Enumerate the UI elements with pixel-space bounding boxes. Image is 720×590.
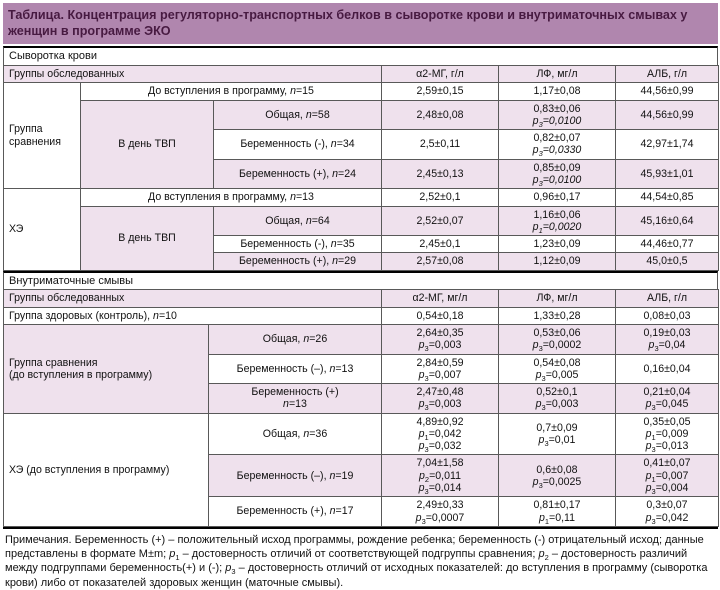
table-cell: 1,12±0,09 [499,253,616,270]
table-cell: 0,85±0,09 $p_3=0,0100$ [499,159,616,189]
table-cell: ХЭ [4,189,81,270]
column-header: ЛФ, мг/л [499,65,616,82]
table-cell: 44,56±0,99 [616,83,719,100]
column-header: α2-МГ, мг/л [382,290,499,307]
table-cell: 44,54±0,85 [616,189,719,206]
table-cell: Беременность (+), n=17 [209,497,382,527]
table-cell: Беременность (–), n=19 [209,455,382,497]
table-cell: 0,3±0,07 $p_3=0,042$ [616,497,719,527]
table-row [4,307,719,324]
table-cell: 4,89±0,92 $p_1=0,042$ $p_3=0,032$ [382,413,499,455]
table-cell: Группа сравнения [4,83,81,189]
column-header: Группы обследованных [4,290,382,307]
table-cell: 42,97±1,74 [616,130,719,160]
table-body [3,46,718,529]
table-row [4,83,719,100]
table-cell: 44,56±0,99 [616,100,719,130]
table-cell: 0,83±0,06 $p_3=0,0100$ [499,100,616,130]
table-cell: 1,17±0,08 [499,83,616,100]
data-table [3,289,719,527]
column-header: Группы обследованных [4,65,382,82]
header-row [4,290,719,307]
table-row [4,206,719,236]
table-cell: 0,21±0,04 $p_3=0,045$ [616,384,719,414]
table-cell: 0,53±0,06 $p_3=0,0002$ [499,324,616,354]
table-cell: 2,64±0,35 $p_3=0,003$ [382,324,499,354]
table-cell: 0,54±0,08 $p_3=0,005$ [499,354,616,384]
table-cell: 45,0±0,5 [616,253,719,270]
table-cell: До вступления в программу, n=15 [81,83,382,100]
section-label: Внутриматочные смывы [3,271,718,290]
table-cell: 0,82±0,07 $p_3=0,0330$ [499,130,616,160]
table-cell: Беременность (+), n=29 [214,253,382,270]
table-cell: 1,33±0,28 [499,307,616,324]
table-cell: 44,46±0,77 [616,236,719,253]
footnotes: Примечания. Беременность (+) – положительный исход программы, рождение ребенка; беременность (-) отрицательный исход; данные представлены в формате M±m; $p_1$ – достоверность отличий от соответствующей подгруппы сравнения; $p_2$ – достоверность различий между подгруппами беременность(+) и (-); $p_3$ – достоверность отличий от исходных показателей: до вступления в программу (сыворотка крови) либо от показателей здоровых женщин (маточные смывы). [5,533,708,589]
table-cell: 2,84±0,59 $p_3=0,007$ [382,354,499,384]
table-cell: Беременность (-), n=34 [214,130,382,160]
table-row [4,324,719,354]
table-cell: 0,52±0,1 $p_3=0,003$ [499,384,616,414]
table-row [4,413,719,455]
table-cell: Общая, n=26 [209,324,382,354]
table-cell: До вступления в программу, n=13 [81,189,382,206]
table-cell: ХЭ (до вступления в программу) [4,413,209,526]
table-cell: Общая, n=64 [214,206,382,236]
table-cell: 1,23±0,09 [499,236,616,253]
table-cell: 7,04±1,58 $p_2=0,011$ $p_3=0,014$ [382,455,499,497]
table-cell: 2,59±0,15 [382,83,499,100]
table-cell: 0,81±0,17 $p_1=0,11$ [499,497,616,527]
table-cell: Общая, n=58 [214,100,382,130]
column-header: АЛБ, г/л [616,65,719,82]
table-cell: 0,96±0,17 [499,189,616,206]
section-label: Сыворотка крови [3,46,718,65]
header-row [4,65,719,82]
table-cell: 0,19±0,03 $p_3=0,04$ [616,324,719,354]
table-row [4,189,719,206]
table-cell: Беременность (–), n=13 [209,354,382,384]
table-cell: 45,93±1,01 [616,159,719,189]
table-cell: 1,16±0,06 $p_1=0,0020$ [499,206,616,236]
table-cell: Общая, n=36 [209,413,382,455]
table-cell: 2,47±0,48 $p_3=0,003$ [382,384,499,414]
column-header: АЛБ, г/л [616,290,719,307]
table-title: Таблица. Концентрация регуляторно-транспортных белков в сыворотке крови и внутриматочных смывах у женщин в программе ЭКО [3,3,718,44]
table-cell: 0,35±0,05 $p_1=0,009$ $p_3=0,013$ [616,413,719,455]
table-cell: 0,08±0,03 [616,307,719,324]
table-cell: 2,49±0,33 $p_3=0,0007$ [382,497,499,527]
table-row [4,100,719,130]
table-cell: Беременность (+) n=13 [209,384,382,414]
table-cell: Группа здоровых (контроль), n=10 [4,307,382,324]
column-header: ЛФ, мг/л [499,290,616,307]
table-cell: Беременность (-), n=35 [214,236,382,253]
table-cell: 2,45±0,13 [382,159,499,189]
table-cell: 45,16±0,64 [616,206,719,236]
table-cell: 2,52±0,1 [382,189,499,206]
data-table [3,65,719,271]
table-cell: Беременность (+), n=24 [214,159,382,189]
table-cell: Группа сравнения (до вступления в программу) [4,324,209,413]
column-header: α2-МГ, г/л [382,65,499,82]
table-cell: 2,57±0,08 [382,253,499,270]
table-cell: 0,7±0,09 $p_3=0,01$ [499,413,616,455]
table-cell: 2,5±0,11 [382,130,499,160]
table-cell: 0,41±0,07 $p_1=0,007$ $p_3=0,004$ [616,455,719,497]
table-cell: 2,45±0,1 [382,236,499,253]
table-cell: 0,6±0,08 $p_3=0,0025$ [499,455,616,497]
table-cell: 0,54±0,18 [382,307,499,324]
table-cell: 2,48±0,08 [382,100,499,130]
table-cell: 0,16±0,04 [616,354,719,384]
table-cell: 2,52±0,07 [382,206,499,236]
table-cell: В день ТВП [81,100,214,189]
table-cell: В день ТВП [81,206,214,270]
